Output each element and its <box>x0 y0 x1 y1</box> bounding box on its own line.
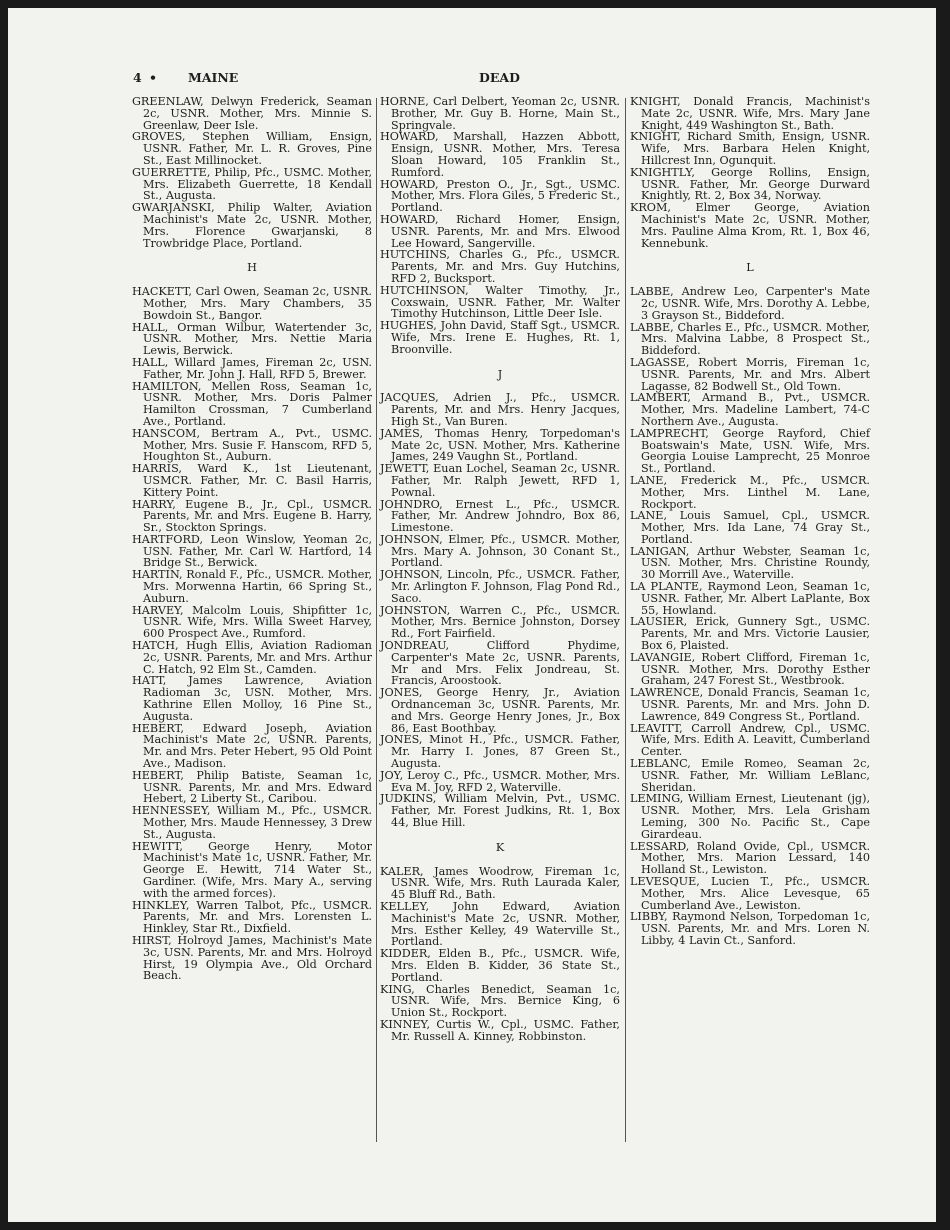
casualty-entry: JOHNSON, Elmer, Pfc., USMCR. Mother, Mrs. Mary A. Johnson, 30 Conant St., Portland. <box>380 532 620 570</box>
casualty-entry: KINNEY, Curtis W., Cpl., USMC. Father, Mr. Russell A. Kinney, Robbinston. <box>380 1017 620 1043</box>
casualty-entry: HUTCHINS, Charles G., Pfc., USMCR. Parents, Mr. and Mrs. Guy Hutchins, RFD 2, Bucksport. <box>380 248 620 285</box>
casualty-entry: JONES, Minot H., Pfc., USMCR. Father, Mr. Harry I. Jones, 87 Green St., Augusta. <box>380 733 620 771</box>
section-letter: H <box>247 261 257 275</box>
section-letter: L <box>746 261 754 275</box>
section-letter: J <box>497 367 503 381</box>
casualty-entry: JOHNDRO, Ernest L., Pfc., USMCR. Father, Mr. Andrew Johndro, Box 86, Limestone. <box>380 497 620 535</box>
casualty-entry: LIBBY, Raymond Nelson, Torpedoman 1c, USN. Parents, Mr. and Mrs. Loren N. Libby, 4 Lavin Ct., Sanford. <box>630 910 870 947</box>
casualty-entry: JAMES, Thomas Henry, Torpedoman's Mate 2c, USN. Mother, Mrs. Katherine James, 249 Vaughn St., Portland. <box>380 426 620 464</box>
casualty-entry: LEAVITT, Carroll Andrew, Cpl., USMC. Wife, Mrs. Edith A. Leavitt, Cumberland Center. <box>630 721 870 759</box>
casualty-entry: HORNE, Carl Delbert, Yeoman 2c, USNR. Brother, Mr. Guy B. Horne, Main St., Springvale. <box>380 95 620 132</box>
casualty-entry: KNIGHT, Richard Smith, Ensign, USNR. Wife, Mrs. Barbara Helen Knight, Hillcrest Inn, Ogunquit. <box>630 130 870 167</box>
casualty-entry: HAMILTON, Mellen Ross, Seaman 1c, USNR. Mother, Mrs. Doris Palmer Hamilton Crossman, 7 Cumberland Ave., Portland. <box>132 379 372 428</box>
page-number: 4 <box>133 70 142 85</box>
page-title: DEAD <box>479 70 520 85</box>
casualty-entry: LABBE, Andrew Leo, Carpenter's Mate 2c, USNR. Wife, Mrs. Dorothy A. Lebbe, 3 Grayson St., Biddeford. <box>630 285 870 322</box>
state-name: MAINE <box>188 70 239 85</box>
casualty-entry: HENNESSEY, William M., Pfc., USMCR. Mother, Mrs. Maude Hennessey, 3 Drew St., Augusta. <box>132 804 372 841</box>
column-divider <box>376 98 377 1142</box>
casualty-entry: LAMBERT, Armand B., Pvt., USMCR. Mother, Mrs. Madeline Lambert, 74-C Northern Ave., Augusta. <box>630 391 870 428</box>
casualty-entry: LAWRENCE, Donald Francis, Seaman 1c, USNR. Parents, Mr. and Mrs. John D. Lawrence, 849 Congress St., Portland. <box>630 686 870 723</box>
casualty-entry: KING, Charles Benedict, Seaman 1c, USNR. Wife, Mrs. Bernice King, 6 Union St., Rockport. <box>380 982 620 1020</box>
casualty-entry: HATCH, Hugh Ellis, Aviation Radioman 2c, USNR. Parents, Mr. and Mrs. Arthur C. Hatch, 92 Elm St., Camden. <box>132 639 372 676</box>
casualty-entry: KNIGHT, Donald Francis, Machinist's Mate 2c, USNR. Wife, Mrs. Mary Jane Knight, 449 Washington St., Bath. <box>630 95 870 132</box>
casualty-entry: JOY, Leroy C., Pfc., USMCR. Mother, Mrs. Eva M. Joy, RFD 2, Waterville. <box>380 768 620 794</box>
casualty-entry: KNIGHTLY, George Rollins, Ensign, USNR. Father, Mr. George Durward Knightly, Rt. 2, Box 34, Norway. <box>630 165 870 203</box>
casualty-entry: HALL, Willard James, Fireman 2c, USN. Father, Mr. John J. Hall, RFD 5, Brewer. <box>132 355 372 381</box>
paper-sheet <box>8 8 936 1222</box>
casualty-entry: JACQUES, Adrien J., Pfc., USMCR. Parents, Mr. and Mrs. Henry Jacques, High St., Van Buren. <box>380 391 620 428</box>
casualty-entry: HANSCOM, Bertram A., Pvt., USMC. Mother, Mrs. Susie F. Hanscom, RFD 5, Houghton St., Auburn. <box>132 426 372 464</box>
casualty-entry: GWARJANSKI, Philip Walter, Aviation Machinist's Mate 2c, USNR. Mother, Mrs. Florence Gwarjanski, 8 Trowbridge Place, Portland. <box>132 201 372 250</box>
casualty-entry: KROM, Elmer George, Aviation Machinist's Mate 2c, USNR. Mother, Mrs. Pauline Alma Krom, Rt. 1, Box 46, Kennebunk. <box>630 201 870 250</box>
casualty-entry: GROVES, Stephen William, Ensign, USNR. Father, Mr. L. R. Groves, Pine St., East Millinocket. <box>132 130 372 167</box>
casualty-entry: HACKETT, Carl Owen, Seaman 2c, USNR. Mother, Mrs. Mary Chambers, 35 Bowdoin St., Bangor. <box>132 285 372 322</box>
casualty-entry: JEWETT, Euan Lochel, Seaman 2c, USNR. Father, Mr. Ralph Jewett, RFD 1, Pownal. <box>380 462 620 499</box>
header-bullet: • <box>149 70 157 85</box>
casualty-entry: JOHNSON, Lincoln, Pfc., USMCR. Father, Mr. Arlington F. Johnson, Flag Pond Rd., Saco. <box>380 568 620 605</box>
section-letter: K <box>495 840 505 854</box>
casualty-entry: HEBERT, Philip Batiste, Seaman 1c, USNR. Parents, Mr. and Mrs. Edward Hebert, 2 Liberty St., Caribou. <box>132 768 372 806</box>
column-divider <box>625 98 626 1142</box>
casualty-entry: LANIGAN, Arthur Webster, Seaman 1c, USN. Mother, Mrs. Christine Roundy, 30 Morrill Ave., Waterville. <box>630 544 870 582</box>
casualty-entry: JONDREAU, Clifford Phydime, Carpenter's Mate 2c, USNR. Parents, Mr and Mrs. Felix Jondreau, St. Francis, Aroostook. <box>380 639 620 688</box>
casualty-entry: HARRY, Eugene B., Jr., Cpl., USMCR. Parents, Mr. and Mrs. Eugene B. Harry, Sr., Stockton Springs. <box>132 497 372 535</box>
casualty-entry: HOWARD, Richard Homer, Ensign, USNR. Parents, Mr. and Mrs. Elwood Lee Howard, Sangerville. <box>380 212 620 250</box>
casualty-entry: LANE, Louis Samuel, Cpl., USMCR. Mother, Mrs. Ida Lane, 74 Gray St., Portland. <box>630 509 870 546</box>
casualty-entry: HUGHES, John David, Staff Sgt., USMCR. Wife, Mrs. Irene E. Hughes, Rt. 1, Broonville. <box>380 319 620 356</box>
casualty-entry: LESSARD, Roland Ovide, Cpl., USMCR. Mother, Mrs. Marion Lessard, 140 Holland St., Lewiston. <box>630 839 870 877</box>
page-header <box>124 66 876 86</box>
casualty-entry: KALER, James Woodrow, Fireman 1c, USNR. Wife, Mrs. Ruth Laurada Kaler, 45 Bluff Rd., Bath. <box>380 864 620 902</box>
casualty-entry: LA PLANTE, Raymond Leon, Seaman 1c, USNR. Father, Mr. Albert LaPlante, Box 55, Howland. <box>630 580 870 617</box>
casualty-entry: GREENLAW, Delwyn Frederick, Seaman 2c, USNR. Mother, Mrs. Minnie S. Greenlaw, Deer Isle. <box>132 95 372 132</box>
casualty-entry: GUERRETTE, Philip, Pfc., USMC. Mother, Mrs. Elizabeth Guerrette, 18 Kendall St., Augusta. <box>132 165 372 203</box>
casualty-entry: LEMING, William Ernest, Lieutenant (jg), USNR. Mother, Mrs. Lela Grisham Leming, 300 No. Pacific St., Cape Girardeau. <box>630 792 870 841</box>
casualty-entry: JUDKINS, William Melvin, Pvt., USMC. Father, Mr. Forest Judkins, Rt. 1, Box 44, Blue Hill. <box>380 792 620 830</box>
casualty-entry: HARTIN, Ronald F., Pfc., USMCR. Mother, Mrs. Morwenna Hartin, 66 Spring St., Auburn. <box>132 568 372 605</box>
casualty-entry: KIDDER, Elden B., Pfc., USMCR. Wife, Mrs. Elden B. Kidder, 36 State St., Portland. <box>380 947 620 984</box>
casualty-entry: LAMPRECHT, George Rayford, Chief Boatswain's Mate, USN. Wife, Mrs. Georgia Louise Lamprecht, 25 Monroe St., Portland. <box>630 426 870 476</box>
casualty-entry: LEBLANC, Emile Romeo, Seaman 2c, USNR. Father, Mr. William LeBlanc, Sheridan. <box>630 757 870 794</box>
casualty-entry: HEBERT, Edward Joseph, Aviation Machinist's Mate 2c, USNR. Parents, Mr. and Mrs. Peter Hebert, 95 Old Point Ave., Madison. <box>132 721 372 771</box>
casualty-entry: HOWARD, Preston O., Jr., Sgt., USMC. Mother, Mrs. Flora Giles, 5 Frederic St., Portland. <box>380 177 620 215</box>
casualty-entry: LAUSIER, Erick, Gunnery Sgt., USMC. Parents, Mr. and Mrs. Victorie Lausier, Box 6, Plaisted. <box>630 615 870 653</box>
column-2 <box>380 96 620 1043</box>
casualty-entry: HUTCHINSON, Walter Timothy, Jr., Coxswain, USNR. Father, Mr. Walter Timothy Hutchinson, Little Deer Isle. <box>380 283 620 321</box>
casualty-entry: LANE, Frederick M., Pfc., USMCR. Mother, Mrs. Linthel M. Lane, Rockport. <box>630 473 870 511</box>
casualty-entry: LAGASSE, Robert Morris, Fireman 1c, USNR. Parents, Mr. and Mrs. Albert Lagasse, 82 Bodwell St., Old Town. <box>630 355 870 393</box>
document-page <box>124 66 876 1146</box>
casualty-entry: HOWARD, Marshall, Hazzen Abbott, Ensign, USNR. Mother, Mrs. Teresa Sloan Howard, 105 Franklin St., Rumford. <box>380 130 620 179</box>
casualty-entry: HARTFORD, Leon Winslow, Yeoman 2c, USN. Father, Mr. Carl W. Hartford, 14 Bridge St., Berwick. <box>132 532 372 570</box>
column-3 <box>630 96 870 947</box>
casualty-entry: HALL, Orman Wilbur, Watertender 3c, USNR. Mother, Mrs. Nettie Maria Lewis, Berwick. <box>132 320 372 358</box>
casualty-entry: LAVANGIE, Robert Clifford, Fireman 1c, USNR. Mother, Mrs. Dorothy Esther Graham, 247 Forest St., Westbrook. <box>630 650 870 688</box>
casualty-entry: HEWITT, George Henry, Motor Machinist's Mate 1c, USNR. Father, Mr. George E. Hewitt, 714 Water St., Gardiner. (Wife, Mrs. Mary A., serving with the armed forces). <box>132 839 372 900</box>
casualty-entry: JONES, George Henry, Jr., Aviation Ordnanceman 3c, USNR. Parents, Mr. and Mrs. George Henry Jones, Jr., Box 86, East Boothbay. <box>380 686 620 735</box>
casualty-entry: HARVEY, Malcolm Louis, Shipfitter 1c, USNR. Wife, Mrs. Willa Sweet Harvey, 600 Prospect Ave., Rumford. <box>132 603 372 641</box>
casualty-entry: JOHNSTON, Warren C., Pfc., USMCR. Mother, Mrs. Bernice Johnston, Dorsey Rd., Fort Fairfield. <box>380 603 620 641</box>
casualty-entry: LEVESQUE, Lucien T., Pfc., USMCR. Mother, Mrs. Alice Levesque, 65 Cumberland Ave., Lewiston. <box>630 875 870 912</box>
casualty-entry: HINKLEY, Warren Talbot, Pfc., USMCR. Parents, Mr. and Mrs. Lorensten L. Hinkley, Star Rt., Dixfield. <box>132 898 372 936</box>
column-1 <box>132 96 372 982</box>
casualty-entry: LABBE, Charles E., Pfc., USMCR. Mother, Mrs. Malvina Labbe, 8 Prospect St., Biddeford. <box>630 320 870 358</box>
casualty-entry: HIRST, Holroyd James, Machinist's Mate 3c, USN. Parents, Mr. and Mrs. Holroyd Hirst, 19 Olympia Ave., Old Orchard Beach. <box>132 933 372 983</box>
casualty-entry: HARRIS, Ward K., 1st Lieutenant, USMCR. Father, Mr. C. Basil Harris, Kittery Point. <box>132 462 372 499</box>
casualty-entry: KELLEY, John Edward, Aviation Machinist's Mate 2c, USNR. Mother, Mrs. Esther Kelley, 49 Waterville St., Portland. <box>380 900 620 949</box>
casualty-entry: HATT, James Lawrence, Aviation Radioman 3c, USN. Mother, Mrs. Kathrine Ellen Molloy, 16 Pine St., Augusta. <box>132 674 372 723</box>
